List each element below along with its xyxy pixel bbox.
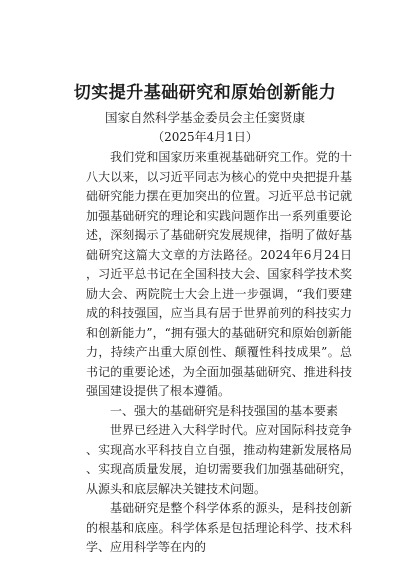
document-author: 国家自然科学基金委员会主任窦贤康 [104, 110, 305, 125]
body-paragraph: 基础研究是整个科学体系的源头，是科技创新的根基和底座。科学体系是包括理论科学、技术科学、应用科学等在内的 [86, 501, 352, 554]
document-body [86, 148, 352, 558]
document-title: 切实提升基础研究和原始创新能力 [73, 83, 337, 103]
body-paragraph: 世界已经进入大科学时代。应对国际科技竞争、实现高水平科技自立自强，推动构建新发展格局、实现高质量发展，迫切需要我们加强基础研究，从源头和底层解决关键技术问题。 [86, 423, 352, 496]
section-heading: 一、强大的基础研究是科技强国的基本要素 [110, 403, 339, 418]
document-date: （2025年4月1日） [152, 130, 258, 144]
body-paragraph: 我们党和国家历来重视基础研究工作。党的十八大以来，以习近平同志为核心的党中央把提升基础研究能力摆在更加突出的位置。习近平总书记就加强基础研究的理论和实践问题作出一系列重要论述，深刻揭示了基础研究发展规律，指明了做好基础研究这篇大文章的方法路径。2024年6月24日，习近平总书记在全国科技大会、国家科学技术奖励大会、两院院士大会上进一步强调，“我们要建成的科技强国，应当具有居于世界前列的科技实力和创新能力”，“拥有强大的基础研究和原始创新能力，持续产出重大原创性、颠覆性科技成果”。总书记的重要论述，为全面加强基础研究、推进科技强国建设提供了根本遵循。 [86, 150, 352, 398]
